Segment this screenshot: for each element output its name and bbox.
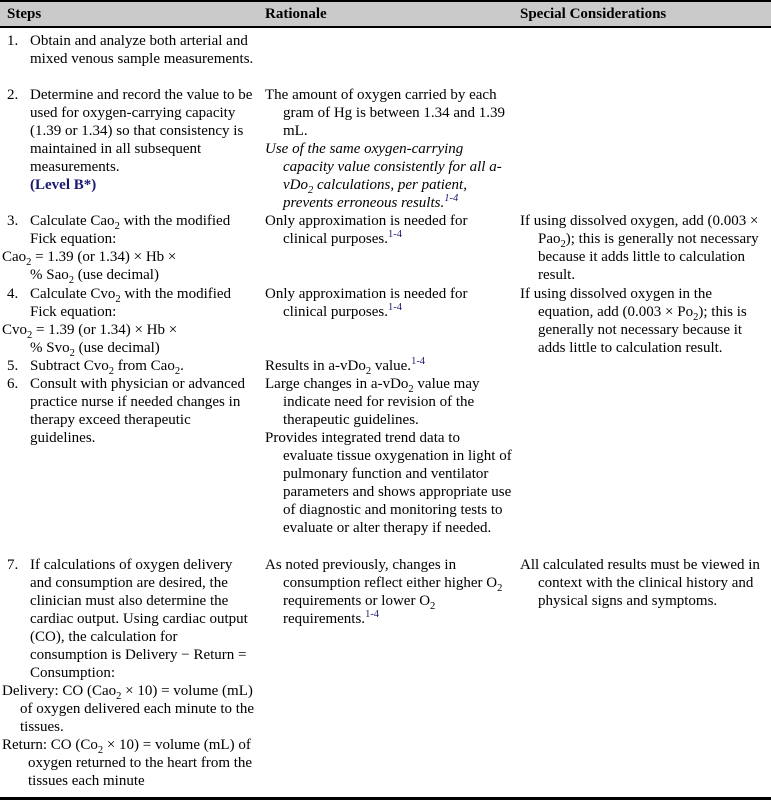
steps-cell bbox=[0, 32, 265, 86]
rationale-paragraph: Large changes in a-vDo$_2$ value may indicate need for revision of the therapeutic guidelines. bbox=[265, 376, 480, 428]
steps-paragraph: 4. Calculate Cvo$_2$ with the modified Fick equation: bbox=[7, 286, 232, 320]
steps-paragraph: % Svo$_2$ (use decimal) bbox=[30, 340, 160, 359]
table-row bbox=[0, 285, 771, 357]
table-row bbox=[0, 86, 771, 212]
special-considerations-cell bbox=[520, 86, 771, 212]
header-steps: Steps bbox=[7, 6, 42, 22]
rationale-cell bbox=[265, 32, 520, 86]
rationale-paragraph: Only approximation is needed for clinical purposes.$^{1-4}$ bbox=[265, 286, 468, 320]
table-row bbox=[0, 212, 771, 285]
steps-cell bbox=[0, 285, 265, 357]
header-special-considerations: Special Considerations bbox=[520, 6, 667, 22]
table-row bbox=[0, 375, 771, 556]
special-considerations-cell bbox=[520, 285, 771, 357]
steps-cell bbox=[0, 212, 265, 285]
special-paragraph: All calculated results must be viewed in context with the clinical history and physical signs and symptoms. bbox=[520, 557, 760, 609]
rationale-paragraph: The amount of oxygen carried by each gram of Hg is between 1.34 and 1.39 mL. bbox=[265, 87, 506, 139]
steps-cell bbox=[0, 556, 265, 792]
special-paragraph: If using dissolved oxygen, add (0.003 × Pao$_2$); this is generally not necessary because it adds little to calculation result. bbox=[520, 213, 759, 283]
rationale-paragraph: Use of the same oxygen-carrying capacity value consistently for all a-vDo$_2$ calculations, per patient, prevents erroneous results.$^{1-4}$ bbox=[265, 141, 502, 211]
steps-paragraph: 7. If calculations of oxygen delivery and consumption are desired, the clinician must also determine the cardiac output. Using cardiac output (CO), the calculation for consumption is Delivery − Return = Consumption: bbox=[7, 557, 248, 681]
step-number: 4. bbox=[7, 286, 19, 302]
rationale-cell bbox=[265, 212, 520, 285]
step-number: 1. bbox=[7, 33, 19, 49]
special-paragraph: If using dissolved oxygen in the equation, add $(0.003 \times Po_2)$; this is generally not necessary because it adds little to calculation result. bbox=[520, 286, 747, 356]
header-rationale: Rationale bbox=[265, 6, 327, 22]
rationale-cell bbox=[265, 375, 520, 556]
steps-cell bbox=[0, 86, 265, 212]
rationale-paragraph: As noted previously, changes in consumption reflect either higher $O_2$ requirements or lower $O_2$ requirements.$^{1-4}$ bbox=[265, 557, 503, 627]
step-number: 3. bbox=[7, 213, 19, 229]
rationale-paragraph: Only approximation is needed for clinical purposes.$^{1-4}$ bbox=[265, 213, 468, 247]
rationale-cell bbox=[265, 86, 520, 212]
steps-paragraph: Return: CO $(Co_2 \times 10)$ = volume (mL) of oxygen returned to the heart from the tissues each minute bbox=[2, 737, 253, 789]
table-row bbox=[0, 556, 771, 792]
special-considerations-cell bbox=[520, 375, 771, 556]
rationale-cell bbox=[265, 285, 520, 357]
steps-paragraph: 3. Calculate Cao$_2$ with the modified Fick equation: bbox=[7, 213, 231, 247]
steps-paragraph: (Level B*) bbox=[30, 177, 97, 193]
steps-paragraph: 1. Obtain and analyze both arterial and mixed venous sample measurements. bbox=[7, 33, 254, 67]
steps-paragraph: 2. Determine and record the value to be used for oxygen-carrying capacity (1.39 or 1.34) so that consistency is maintained in all subsequent measurements. bbox=[7, 87, 253, 175]
steps-paragraph: 6. Consult with physician or advanced practice nurse if needed changes in therapy exceed therapeutic guidelines. bbox=[7, 376, 245, 446]
steps-paragraph: Cao$_2$ = 1.39 (or 1.34) × Hb × bbox=[2, 249, 177, 268]
rationale-cell bbox=[265, 357, 520, 375]
step-number: 6. bbox=[7, 376, 19, 392]
step-number: 2. bbox=[7, 87, 19, 103]
steps-cell bbox=[0, 375, 265, 556]
rationale-paragraph: Provides integrated trend data to evaluate tissue oxygenation in light of pulmonary function and ventilator parameters and shows appropriate use of diagnostic and monitoring tests to evaluate or alter therapy if needed. bbox=[265, 430, 512, 536]
step-number: 5. bbox=[7, 358, 19, 374]
special-considerations-cell bbox=[520, 357, 771, 375]
steps-paragraph: Delivery: CO (Cao$_2$ × 10) = volume (mL) of oxygen delivered each minute to the tissues. bbox=[2, 683, 255, 735]
special-considerations-cell bbox=[520, 556, 771, 792]
special-considerations-cell bbox=[520, 212, 771, 285]
table-body bbox=[0, 28, 771, 792]
rationale-cell bbox=[265, 556, 520, 792]
steps-paragraph: 5. Subtract Cvo$_2$ from Cao$_2$. bbox=[7, 358, 184, 377]
steps-cell bbox=[0, 357, 265, 375]
step-number: 7. bbox=[7, 557, 19, 573]
special-considerations-cell bbox=[520, 32, 771, 86]
steps-paragraph: Cvo$_2$ = 1.39 (or 1.34) × Hb × bbox=[2, 322, 178, 341]
table-row bbox=[0, 357, 771, 375]
table-row bbox=[0, 32, 771, 86]
rationale-paragraph: Results in a-vDo$_2$ value.$^{1-4}$ bbox=[265, 356, 426, 377]
table-header bbox=[0, 0, 771, 28]
steps-paragraph: % Sao$_2$ (use decimal) bbox=[30, 267, 159, 286]
